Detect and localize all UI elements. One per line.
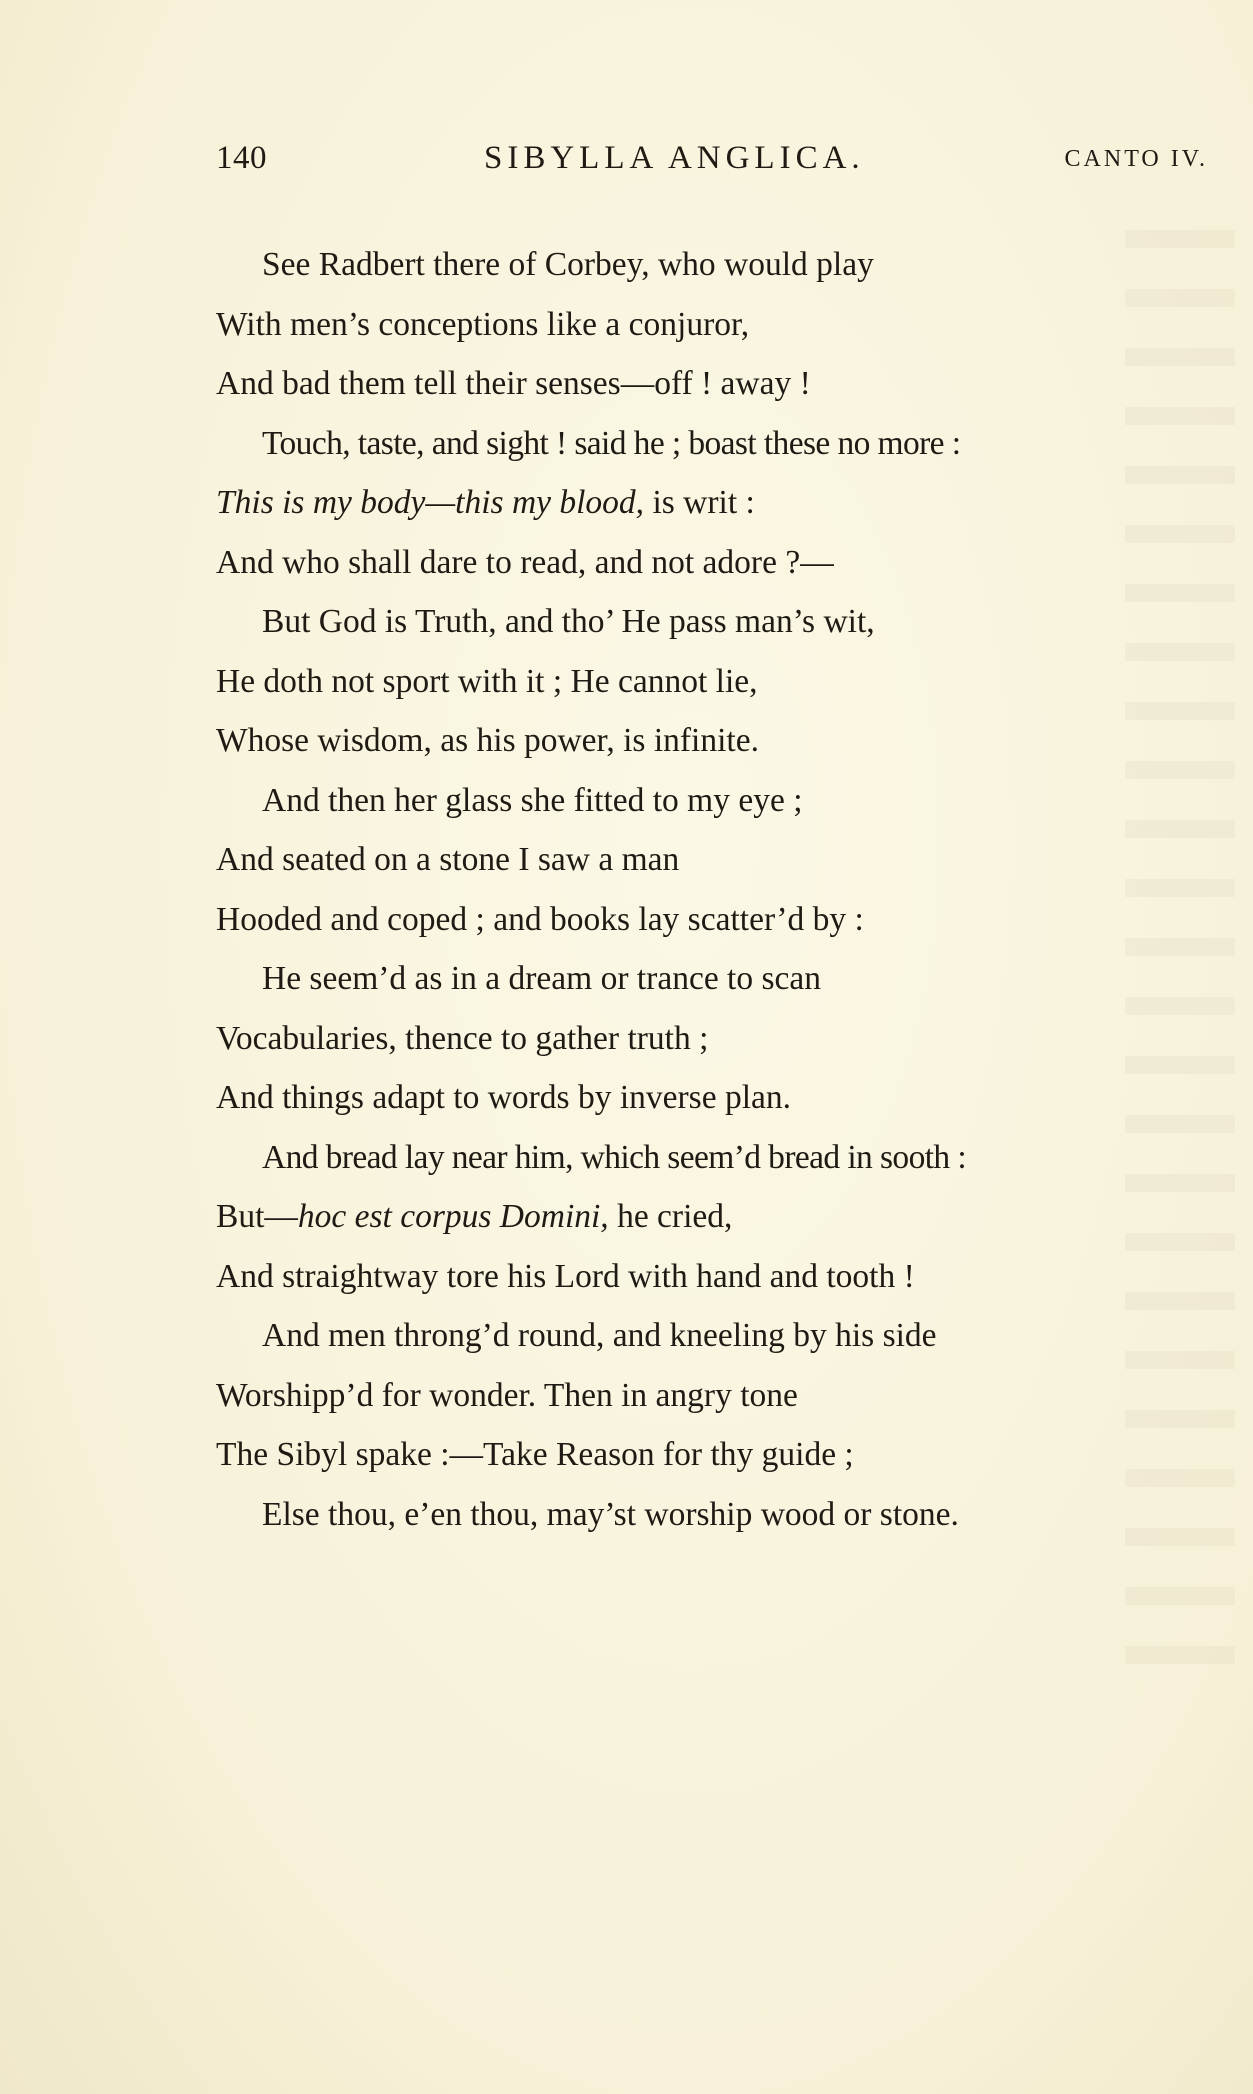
poem-line: With men’s conceptions like a conjuror, xyxy=(216,305,750,343)
poem-line: Vocabularies, thence to gather truth ; xyxy=(216,1019,709,1057)
poem-line: Else thou, e’en thou, may’st worship wood or stone. xyxy=(262,1495,959,1533)
poem-line: And men throng’d round, and kneeling by his side xyxy=(262,1317,937,1354)
poem-line: See Radbert there of Corbey, who would play xyxy=(262,246,874,283)
poem-line-rest: he cried, xyxy=(608,1198,733,1235)
poem-line: But God is Truth, and tho’ He pass man’s wit, xyxy=(262,603,875,640)
poem-line: And then her glass she fitted to my eye ; xyxy=(262,781,803,819)
poem-line-italic: This is my body—this my blood, xyxy=(216,484,645,521)
poem-line: And seated on a stone I saw a man xyxy=(216,841,680,878)
poem-line: And bad them tell their senses—off ! away ! xyxy=(216,365,811,402)
poem-line-rest: is writ : xyxy=(644,484,755,521)
poem-line: The Sibyl spake :—Take Reason for thy guide ; xyxy=(216,1436,854,1473)
page-number: 140 xyxy=(216,140,267,176)
poem-line: Touch, taste, and sight ! said he ; boast these no more : xyxy=(262,424,961,462)
poem-line xyxy=(216,473,1226,533)
poem-line-lead: But— xyxy=(216,1198,298,1235)
poem-line: He seem’d as in a dream or trance to scan xyxy=(262,960,822,997)
book-title: SIBYLLA ANGLICA. xyxy=(484,140,865,176)
poem-text xyxy=(216,235,1226,1544)
poem-line: Whose wisdom, as his power, is infinite. xyxy=(216,722,759,759)
poem-line: And who shall dare to read, and not adore ?— xyxy=(216,543,834,581)
poem-line: And straightway tore his Lord with hand and tooth ! xyxy=(216,1257,915,1295)
poem-line: And things adapt to words by inverse plan. xyxy=(216,1079,791,1116)
canto-label: CANTO IV. xyxy=(1064,146,1208,172)
poem-line: Hooded and coped ; and books lay scatter’d by : xyxy=(216,900,864,938)
poem-line: He doth not sport with it ; He cannot lie, xyxy=(216,662,758,700)
poem-line-italic: hoc est corpus Domini, xyxy=(297,1198,609,1235)
poem-line xyxy=(216,1187,1226,1247)
poem-line: Worshipp’d for wonder. Then in angry tone xyxy=(216,1376,798,1414)
poem-line: And bread lay near him, which seem’d bread in sooth : xyxy=(262,1138,967,1176)
running-head xyxy=(216,140,1208,190)
